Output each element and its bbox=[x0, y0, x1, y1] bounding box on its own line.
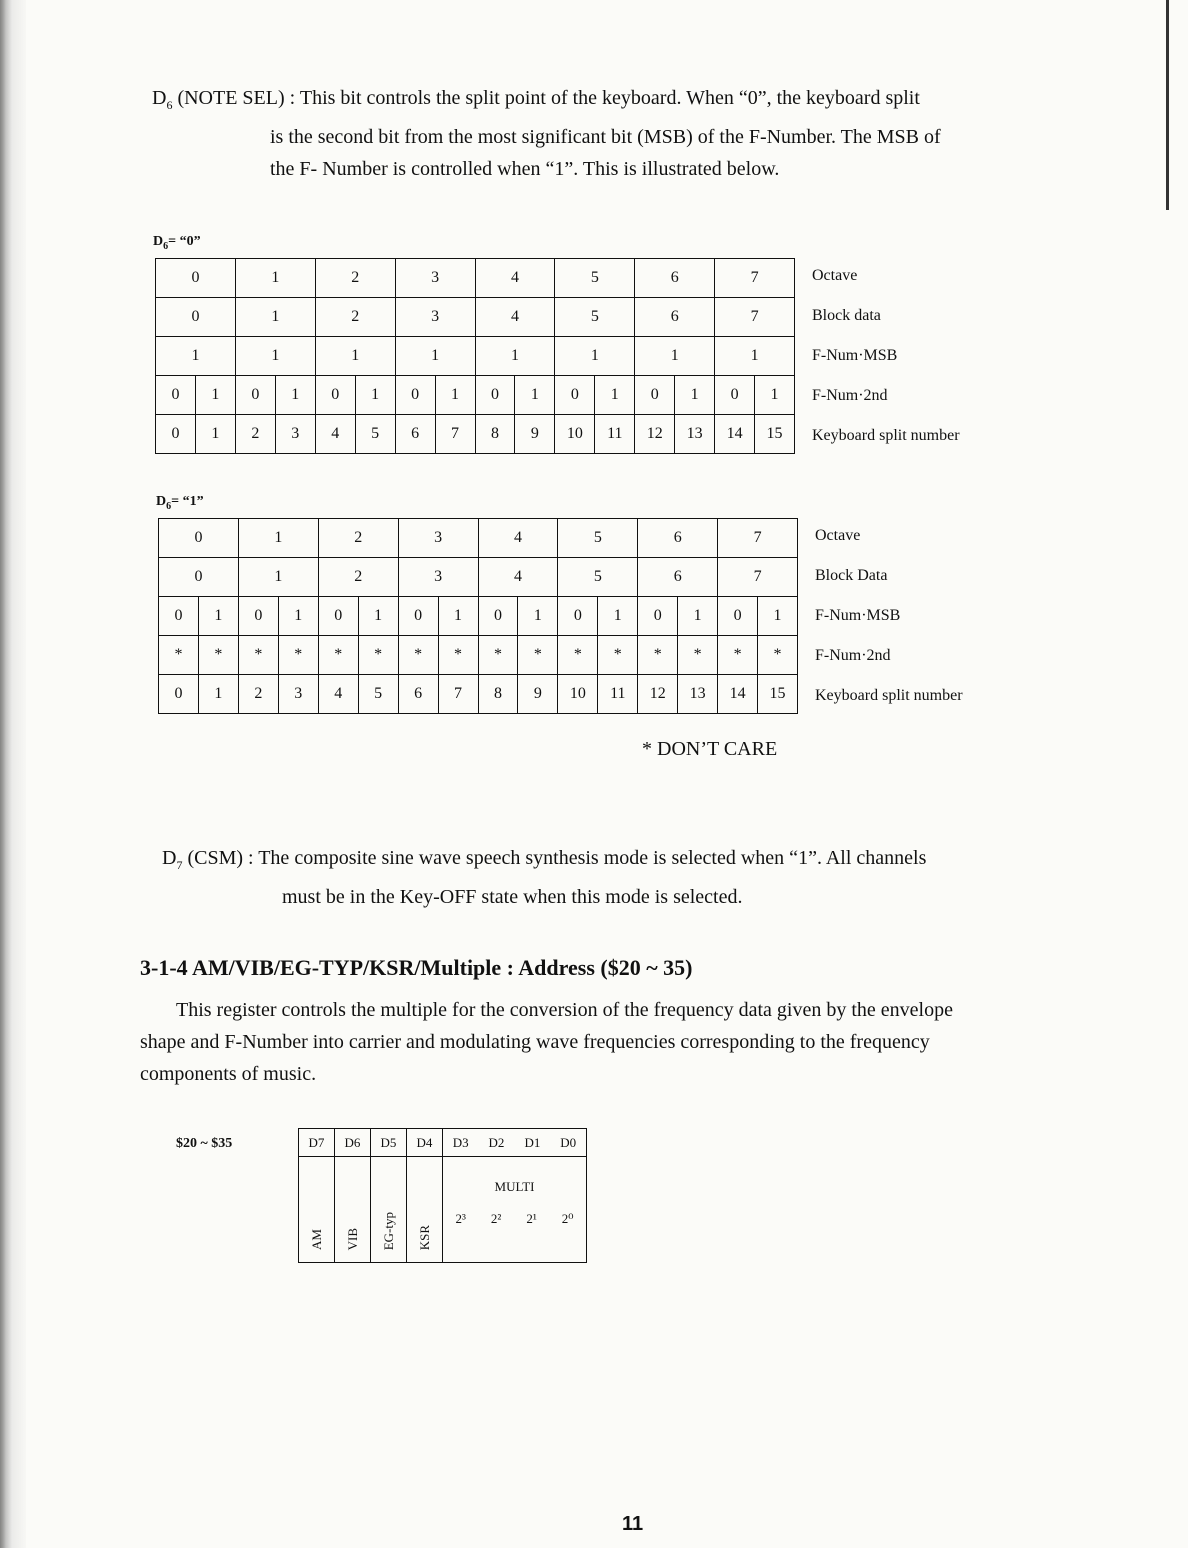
row-label: Octave bbox=[812, 267, 858, 284]
cell: 3 bbox=[395, 259, 475, 298]
cell: * bbox=[278, 636, 318, 675]
d6-text-line3: the F- Number is controlled when “1”. This is illustrated below. bbox=[270, 158, 780, 180]
cell: 10 bbox=[555, 415, 595, 454]
cell: 1 bbox=[195, 376, 235, 415]
multi-bit: 2¹ bbox=[526, 1211, 537, 1226]
row-label: Octave bbox=[815, 527, 861, 544]
field-row bbox=[299, 1157, 587, 1263]
cell: 6 bbox=[638, 519, 718, 558]
cell: 5 bbox=[358, 675, 398, 714]
cell: 1 bbox=[198, 675, 238, 714]
bit-cell: D2 bbox=[479, 1129, 515, 1157]
cell: 13 bbox=[678, 675, 718, 714]
cell: 1 bbox=[195, 415, 235, 454]
cell: 9 bbox=[518, 675, 558, 714]
row-label: Block Data bbox=[815, 567, 888, 584]
field-cell bbox=[407, 1157, 443, 1263]
cell: 1 bbox=[438, 597, 478, 636]
section-body-line2: shape and F-Number into carrier and modulating wave frequencies corresponding to the frequency bbox=[140, 1031, 930, 1053]
row-label: F-Num·MSB bbox=[812, 347, 898, 364]
d6-paragraph bbox=[152, 82, 1142, 185]
cell: 0 bbox=[475, 376, 515, 415]
multi-bit: 2² bbox=[490, 1211, 502, 1226]
cell: 0 bbox=[156, 415, 196, 454]
cell: 15 bbox=[758, 675, 798, 714]
cell: 0 bbox=[156, 376, 196, 415]
d7-text-line1: The composite sine wave speech synthesis mode is selected when “1”. All channels bbox=[258, 847, 927, 869]
cell: 6 bbox=[398, 675, 438, 714]
cell: 7 bbox=[715, 298, 795, 337]
cell: * bbox=[159, 636, 199, 675]
cell: * bbox=[238, 636, 278, 675]
cell: 1 bbox=[755, 376, 795, 415]
cell: 11 bbox=[598, 675, 638, 714]
field-ksr: KSR bbox=[416, 1224, 432, 1250]
cell: 0 bbox=[715, 376, 755, 415]
cell: 1 bbox=[156, 337, 236, 376]
d6-text-line1: This bit controls the split point of the keyboard. When “0”, the keyboard split bbox=[299, 87, 920, 109]
field-cell bbox=[371, 1157, 407, 1263]
cell: 13 bbox=[675, 415, 715, 454]
cell: 0 bbox=[638, 597, 678, 636]
register-address: $20 ~ $35 bbox=[176, 1136, 233, 1151]
cell: * bbox=[558, 636, 598, 675]
bit-cell: D3 bbox=[443, 1129, 479, 1157]
field-cell bbox=[335, 1157, 371, 1263]
cell: 5 bbox=[558, 558, 638, 597]
field-vib: VIB bbox=[344, 1227, 360, 1250]
table0-caption: $D_6=$ “0” bbox=[153, 234, 201, 252]
cell: * bbox=[718, 636, 758, 675]
d7-paragraph bbox=[162, 842, 1132, 913]
section-body-line1: This register controls the multiple for the conversion of the frequency data given by the envelope bbox=[176, 999, 953, 1021]
multi-bits bbox=[443, 1211, 586, 1227]
cell: 1 bbox=[675, 376, 715, 415]
table-d6-0 bbox=[155, 258, 795, 454]
cell: 3 bbox=[278, 675, 318, 714]
cell: * bbox=[518, 636, 558, 675]
cell: 6 bbox=[638, 558, 718, 597]
multi-bit: 2³ bbox=[455, 1211, 466, 1226]
octave-row bbox=[159, 519, 798, 558]
cell: 0 bbox=[318, 597, 358, 636]
cell: 3 bbox=[398, 558, 478, 597]
cell: * bbox=[678, 636, 718, 675]
cell: 4 bbox=[475, 298, 555, 337]
cell: * bbox=[198, 636, 238, 675]
multi-bit: 2⁰ bbox=[561, 1211, 574, 1226]
cell: 5 bbox=[355, 415, 395, 454]
row-label: Block data bbox=[812, 307, 881, 324]
cell: 0 bbox=[156, 259, 236, 298]
field-cell bbox=[299, 1157, 335, 1263]
cell: 14 bbox=[715, 415, 755, 454]
cell: * bbox=[398, 636, 438, 675]
cell: 1 bbox=[235, 259, 315, 298]
row-label: Keyboard split number bbox=[815, 687, 963, 704]
cell: 4 bbox=[475, 259, 555, 298]
cell: * bbox=[318, 636, 358, 675]
bit-cell: D4 bbox=[407, 1129, 443, 1157]
cell: 0 bbox=[159, 675, 199, 714]
cell: 9 bbox=[515, 415, 555, 454]
cell: 0 bbox=[478, 597, 518, 636]
cell: 5 bbox=[558, 519, 638, 558]
table0-row-labels bbox=[812, 256, 960, 456]
cell: 2 bbox=[318, 558, 398, 597]
cell: 3 bbox=[275, 415, 315, 454]
d6-text-line2: is the second bit from the most significant bit (MSB) of the F-Number. The MSB of bbox=[270, 126, 941, 148]
cell: 1 bbox=[758, 597, 798, 636]
cell: 8 bbox=[475, 415, 515, 454]
msb-row bbox=[159, 597, 798, 636]
cell: 7 bbox=[438, 675, 478, 714]
cell: 1 bbox=[515, 376, 555, 415]
d7-label: $D_7$ (CSM) : bbox=[162, 847, 259, 872]
cell: 0 bbox=[555, 376, 595, 415]
block-row bbox=[159, 558, 798, 597]
dont-care-note: * DON’T CARE bbox=[642, 738, 778, 760]
block-row bbox=[156, 298, 795, 337]
cell: 0 bbox=[159, 597, 199, 636]
cell: 7 bbox=[718, 519, 798, 558]
cell: 1 bbox=[238, 558, 318, 597]
cell: 5 bbox=[555, 259, 635, 298]
cell: 4 bbox=[318, 675, 358, 714]
cell: 15 bbox=[755, 415, 795, 454]
cell: 1 bbox=[355, 376, 395, 415]
cell: 1 bbox=[598, 597, 638, 636]
cell: 1 bbox=[635, 337, 715, 376]
scan-edge-left bbox=[0, 0, 26, 1548]
cell: 1 bbox=[278, 597, 318, 636]
bit-cell: D7 bbox=[299, 1129, 335, 1157]
cell: 6 bbox=[635, 259, 715, 298]
cell: 0 bbox=[235, 376, 275, 415]
cell: * bbox=[478, 636, 518, 675]
cell: 6 bbox=[395, 415, 435, 454]
split-row bbox=[159, 675, 798, 714]
cell: 4 bbox=[315, 415, 355, 454]
cell: 2 bbox=[318, 519, 398, 558]
split-row bbox=[156, 415, 795, 454]
cell: 0 bbox=[718, 597, 758, 636]
cell: 3 bbox=[398, 519, 478, 558]
register-table bbox=[298, 1128, 587, 1263]
msb-row bbox=[156, 337, 795, 376]
cell: 2 bbox=[238, 675, 278, 714]
row-label: Keyboard split number bbox=[812, 427, 960, 444]
cell: 4 bbox=[478, 558, 558, 597]
cell: * bbox=[638, 636, 678, 675]
cell: 6 bbox=[635, 298, 715, 337]
cell: 3 bbox=[395, 298, 475, 337]
cell: 2 bbox=[235, 415, 275, 454]
cell: 1 bbox=[198, 597, 238, 636]
cell: 8 bbox=[478, 675, 518, 714]
cell: 7 bbox=[715, 259, 795, 298]
cell: 10 bbox=[558, 675, 598, 714]
cell: 0 bbox=[156, 298, 236, 337]
cell: 0 bbox=[238, 597, 278, 636]
cell: 12 bbox=[638, 675, 678, 714]
cell: 0 bbox=[395, 376, 435, 415]
cell: * bbox=[438, 636, 478, 675]
bit-cell: D5 bbox=[371, 1129, 407, 1157]
row-label: F-Num·2nd bbox=[812, 387, 888, 404]
page-number: 11 bbox=[622, 1513, 644, 1535]
cell: 2 bbox=[315, 259, 395, 298]
cell: 1 bbox=[235, 337, 315, 376]
field-eg-typ: EG-typ bbox=[380, 1211, 396, 1250]
cell: 1 bbox=[678, 597, 718, 636]
row-label: F-Num·2nd bbox=[815, 647, 891, 664]
multi-label: MULTI bbox=[494, 1179, 535, 1194]
cell: 0 bbox=[159, 519, 239, 558]
cell: * bbox=[598, 636, 638, 675]
cell: 1 bbox=[518, 597, 558, 636]
cell: 0 bbox=[558, 597, 598, 636]
multi-cell bbox=[443, 1157, 587, 1263]
cell: 12 bbox=[635, 415, 675, 454]
cell: 11 bbox=[595, 415, 635, 454]
section-body-line3: components of music. bbox=[140, 1063, 317, 1085]
table1-caption: $D_6=$ “1” bbox=[156, 494, 204, 512]
cell: 1 bbox=[555, 337, 635, 376]
octave-row bbox=[156, 259, 795, 298]
cell: 1 bbox=[238, 519, 318, 558]
cell: 1 bbox=[358, 597, 398, 636]
section-heading bbox=[140, 955, 693, 981]
cell: 1 bbox=[435, 376, 475, 415]
second-row bbox=[156, 376, 795, 415]
cell: * bbox=[358, 636, 398, 675]
d7-text-line2: must be in the Key-OFF state when this mode is selected. bbox=[282, 886, 743, 908]
cell: * bbox=[758, 636, 798, 675]
cell: 7 bbox=[718, 558, 798, 597]
bit-cell: D0 bbox=[551, 1129, 587, 1157]
bit-cell: D6 bbox=[335, 1129, 371, 1157]
cell: 1 bbox=[715, 337, 795, 376]
cell: 1 bbox=[395, 337, 475, 376]
d6-label: $D_6$ (NOTE SEL) : bbox=[152, 87, 300, 112]
section-body bbox=[140, 994, 1130, 1090]
cell: 14 bbox=[718, 675, 758, 714]
cell: 1 bbox=[275, 376, 315, 415]
cell: 1 bbox=[235, 298, 315, 337]
cell: 7 bbox=[435, 415, 475, 454]
cell: 0 bbox=[398, 597, 438, 636]
cell: 0 bbox=[159, 558, 239, 597]
table-d6-1 bbox=[158, 518, 798, 714]
scan-edge-right bbox=[1166, 0, 1169, 210]
cell: 1 bbox=[315, 337, 395, 376]
field-am: AM bbox=[308, 1229, 324, 1250]
bit-row bbox=[299, 1129, 587, 1157]
section-title: 3-1-4 AM/VIB/EG-TYP/KSR/Multiple : Address ($20 ~ 35) bbox=[140, 955, 693, 980]
cell: 4 bbox=[478, 519, 558, 558]
cell: 1 bbox=[595, 376, 635, 415]
table1-row-labels bbox=[815, 516, 963, 716]
cell: 1 bbox=[475, 337, 555, 376]
cell: 0 bbox=[315, 376, 355, 415]
bit-cell: D1 bbox=[515, 1129, 551, 1157]
row-label: F-Num·MSB bbox=[815, 607, 901, 624]
second-row bbox=[159, 636, 798, 675]
cell: 0 bbox=[635, 376, 675, 415]
cell: 5 bbox=[555, 298, 635, 337]
cell: 2 bbox=[315, 298, 395, 337]
